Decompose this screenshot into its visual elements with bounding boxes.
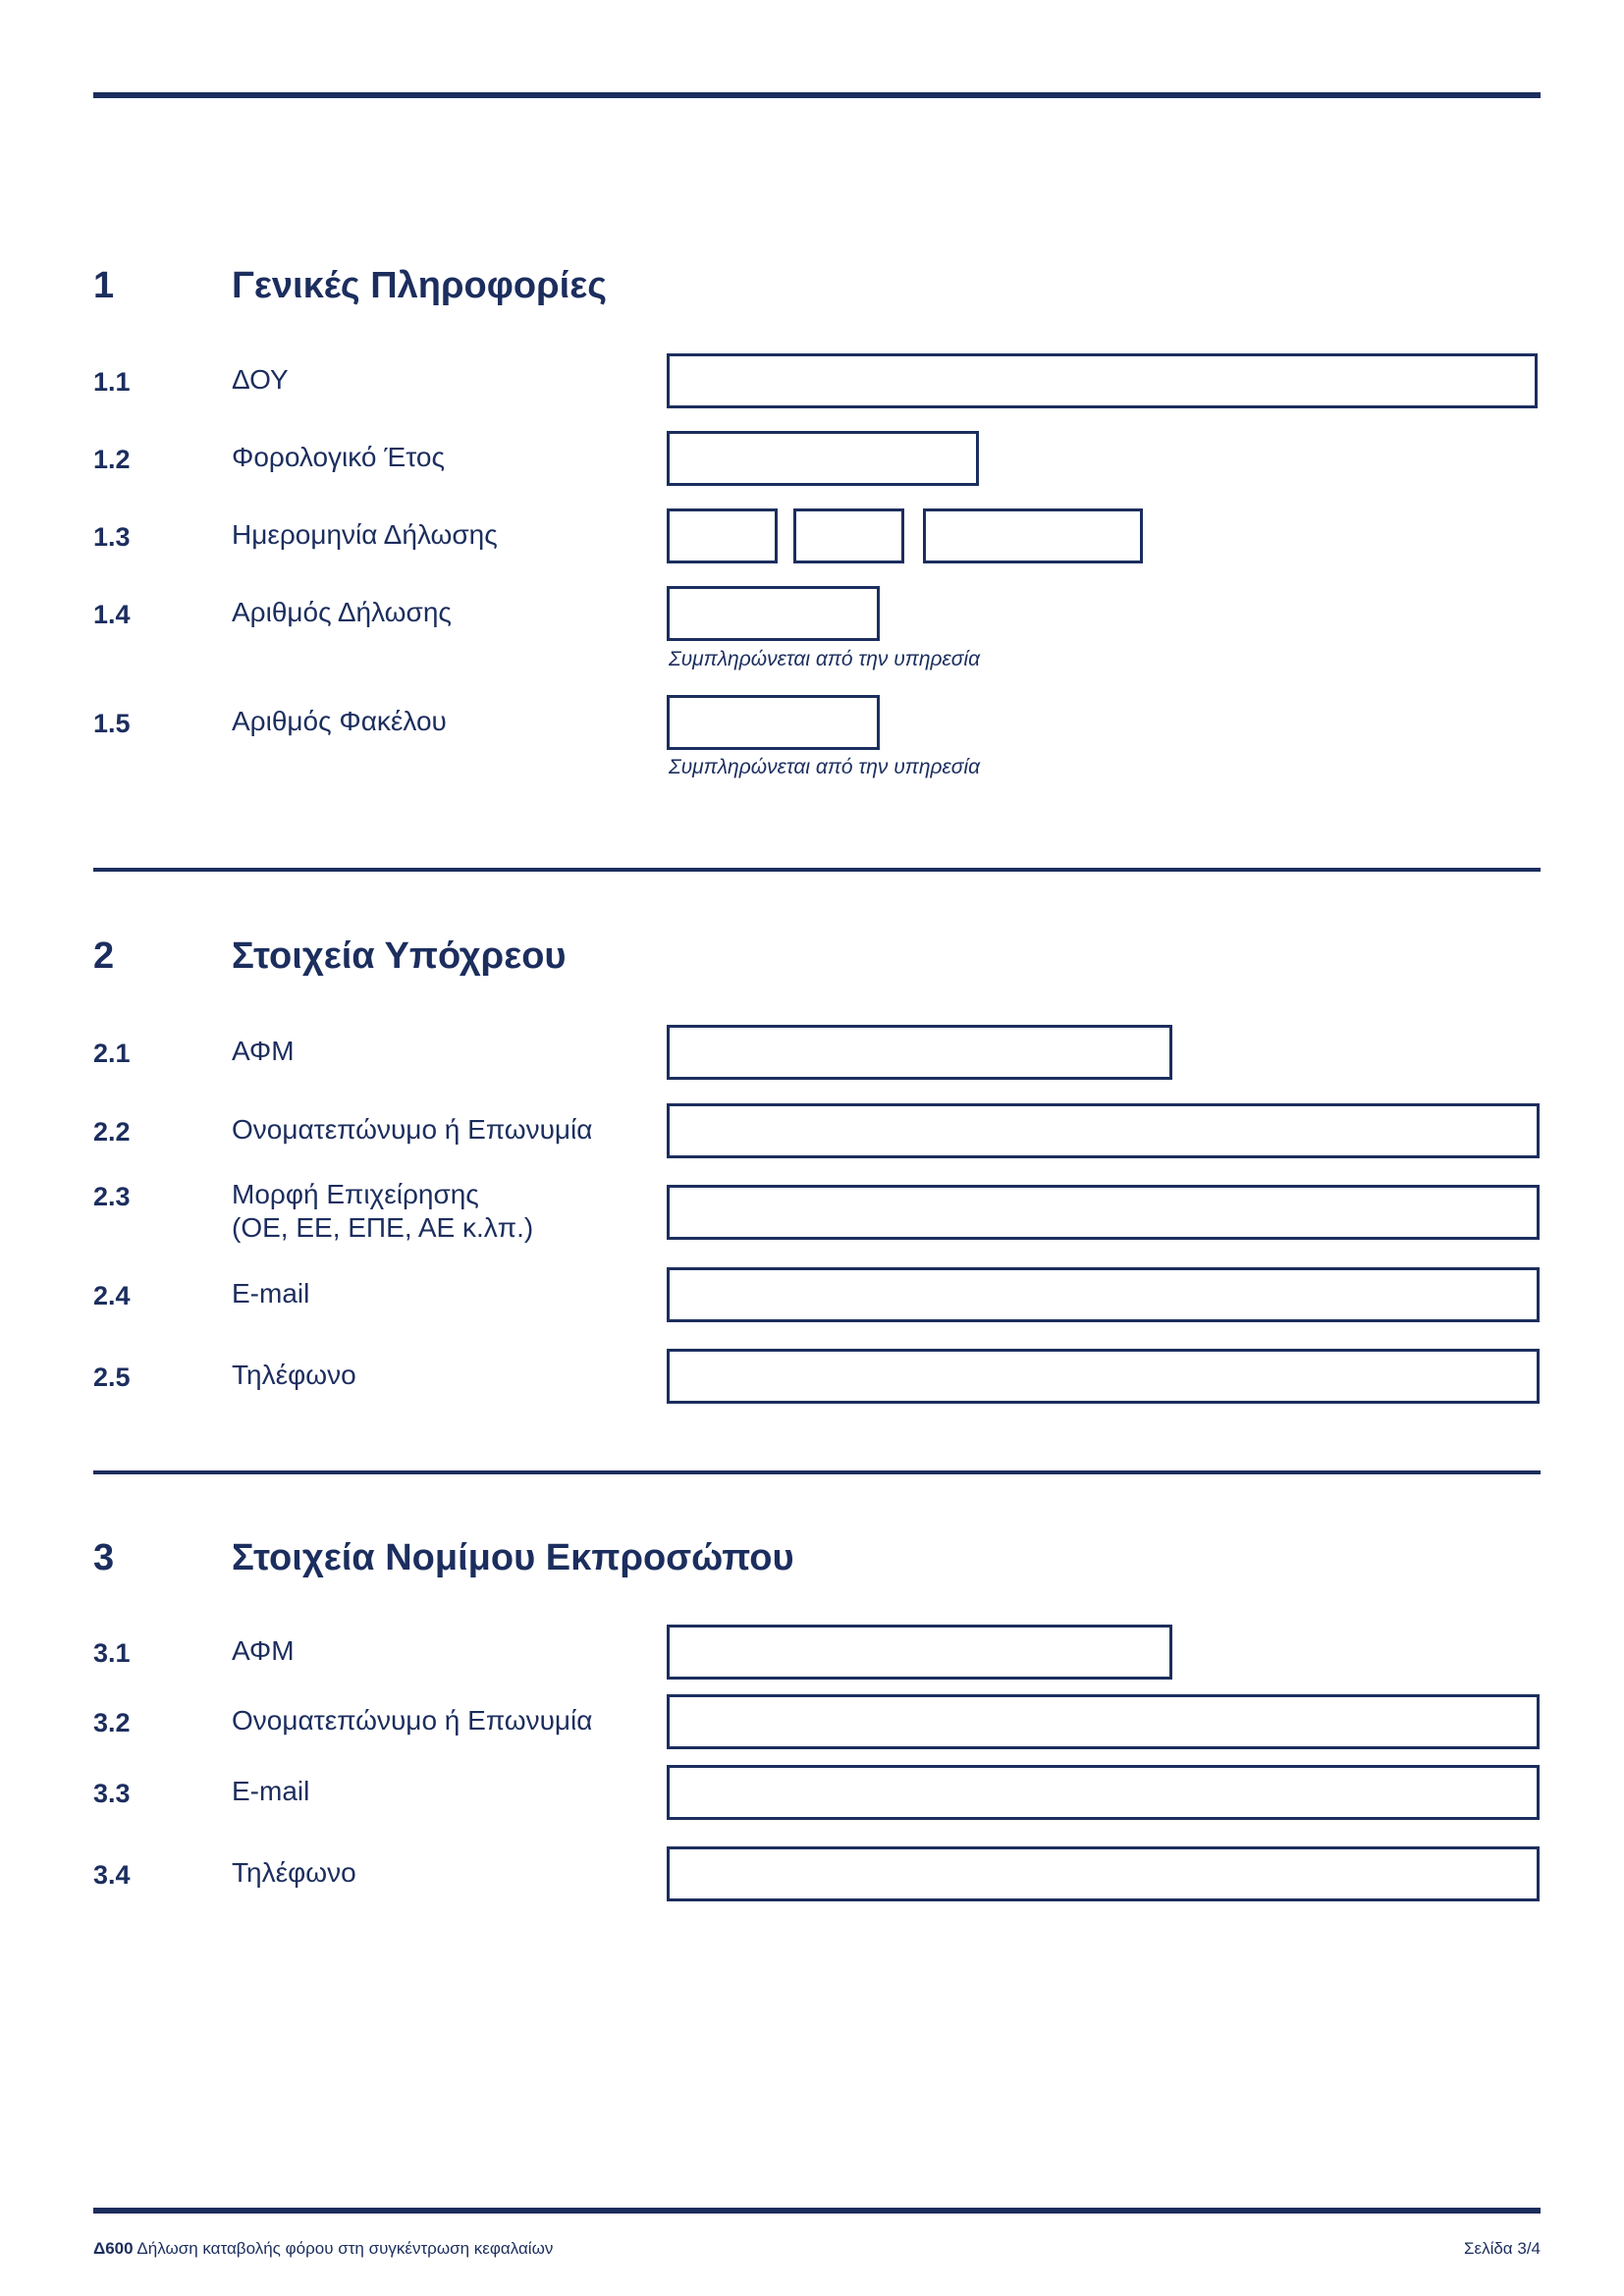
field-2-4-label: E-mail <box>232 1278 310 1308</box>
declaration-year-input[interactable] <box>923 508 1143 563</box>
field-2-5-number: 2.5 <box>93 1362 131 1392</box>
representative-vat-input[interactable] <box>667 1625 1172 1680</box>
field-1-4-label: Αριθμός Δήλωσης <box>232 597 452 627</box>
tax-year-input[interactable] <box>667 431 979 486</box>
field-3-1-number: 3.1 <box>93 1638 131 1668</box>
field-2-4-number: 2.4 <box>93 1281 131 1310</box>
field-1-2-label: Φορολογικό Έτος <box>232 442 445 472</box>
section-1-title: Γενικές Πληροφορίες <box>232 265 607 306</box>
field-1-1-number: 1.1 <box>93 367 131 397</box>
field-2-2-number: 2.2 <box>93 1117 131 1147</box>
field-2-1-label: ΑΦΜ <box>232 1036 295 1066</box>
representative-phone-input[interactable] <box>667 1846 1540 1901</box>
tax-office-input[interactable] <box>667 353 1538 408</box>
footer-form-info <box>93 2239 553 2259</box>
top-rule <box>93 92 1541 98</box>
field-2-2-label: Ονοματεπώνυμο ή Επωνυμία <box>232 1114 593 1145</box>
representative-name-input[interactable] <box>667 1694 1540 1749</box>
field-1-1-label: ΔΟΥ <box>232 364 289 395</box>
section-3-number: 3 <box>93 1537 115 1578</box>
field-3-3-number: 3.3 <box>93 1779 131 1808</box>
field-1-3-label: Ημερομηνία Δήλωσης <box>232 519 498 550</box>
field-1-4-note: Συμπληρώνεται από την υπηρεσία <box>669 648 981 670</box>
field-2-5-label: Τηλέφωνο <box>232 1360 356 1390</box>
declaration-day-input[interactable] <box>667 508 778 563</box>
footer-form-title: Δήλωση καταβολής φόρου στη συγκέντρωση κεφαλαίων <box>136 2239 554 2258</box>
field-1-5-note: Συμπληρώνεται από την υπηρεσία <box>669 756 981 778</box>
representative-email-input[interactable] <box>667 1765 1540 1820</box>
field-3-4-number: 3.4 <box>93 1860 131 1890</box>
declaration-number-input[interactable] <box>667 586 880 641</box>
field-2-1-number: 2.1 <box>93 1039 131 1068</box>
section-1-number: 1 <box>93 265 115 306</box>
field-1-5-label: Αριθμός Φακέλου <box>232 706 447 736</box>
footer-rule <box>93 2208 1541 2214</box>
field-2-3-number: 2.3 <box>93 1182 131 1211</box>
section-divider-2 <box>93 1470 1541 1474</box>
field-3-2-label: Ονοματεπώνυμο ή Επωνυμία <box>232 1705 593 1735</box>
section-2-number: 2 <box>93 935 115 977</box>
field-3-1-label: ΑΦΜ <box>232 1635 295 1666</box>
footer-page-number: Σελίδα 3/4 <box>1463 2239 1541 2258</box>
business-form-input[interactable] <box>667 1185 1540 1240</box>
field-1-2-number: 1.2 <box>93 445 131 474</box>
field-3-2-number: 3.2 <box>93 1708 131 1737</box>
taxpayer-email-input[interactable] <box>667 1267 1540 1322</box>
section-3-title: Στοιχεία Νομίμου Εκπροσώπου <box>232 1537 794 1578</box>
field-2-3-label: Μορφή Επιχείρησης <box>232 1179 479 1209</box>
field-3-3-label: E-mail <box>232 1776 310 1806</box>
section-divider-1 <box>93 868 1541 872</box>
field-1-3-number: 1.3 <box>93 522 131 552</box>
file-number-input[interactable] <box>667 695 880 750</box>
declaration-month-input[interactable] <box>793 508 904 563</box>
field-1-4-number: 1.4 <box>93 600 131 629</box>
taxpayer-name-input[interactable] <box>667 1103 1540 1158</box>
section-2-title: Στοιχεία Υπόχρεου <box>232 935 567 977</box>
footer-form-code: Δ600 <box>93 2239 134 2258</box>
field-2-3-label-line2: (ΟΕ, ΕΕ, ΕΠΕ, ΑΕ κ.λπ.) <box>232 1212 534 1243</box>
field-3-4-label: Τηλέφωνο <box>232 1857 356 1888</box>
field-1-5-number: 1.5 <box>93 709 131 738</box>
taxpayer-phone-input[interactable] <box>667 1349 1540 1404</box>
taxpayer-vat-input[interactable] <box>667 1025 1172 1080</box>
